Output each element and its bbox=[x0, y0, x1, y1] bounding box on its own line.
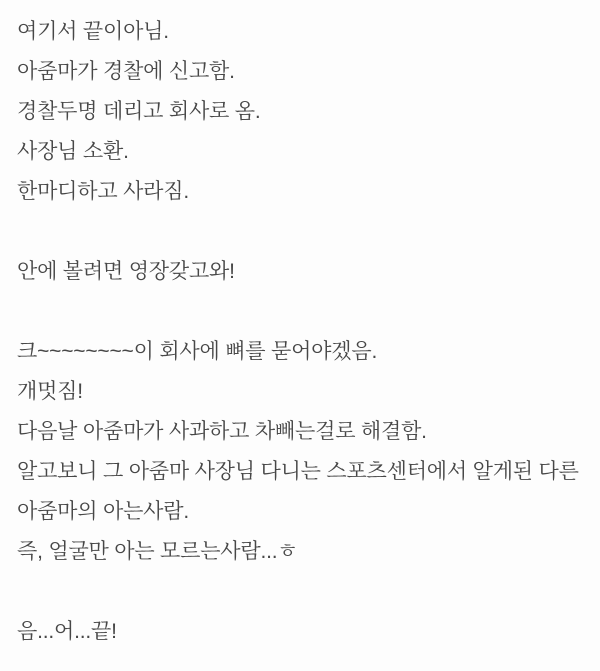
text-line: 안에 볼려면 영장갖고와! bbox=[17, 260, 235, 283]
paragraph-intro bbox=[17, 12, 584, 212]
text-line: 개멋짐! bbox=[17, 380, 83, 403]
text-line: 사장님 소환. bbox=[17, 140, 129, 163]
text-line: 한마디하고 사라짐. bbox=[17, 180, 189, 203]
paragraph-quote bbox=[17, 252, 584, 292]
text-line: 아줌마의 아는사람. bbox=[17, 500, 189, 523]
text-line: 알고보니 그 아줌마 사장님 다니는 스포츠센터에서 알게된 다른 bbox=[17, 460, 579, 483]
paragraph-resolution bbox=[17, 332, 584, 572]
paragraph-ending bbox=[17, 612, 584, 652]
text-line: 다음날 아줌마가 사과하고 차빼는걸로 해결함. bbox=[17, 420, 427, 443]
text-line: 아줌마가 경찰에 신고함. bbox=[17, 60, 235, 83]
text-line: 여기서 끝이아님. bbox=[17, 20, 169, 43]
text-line: 음...어...끝! bbox=[17, 620, 117, 643]
text-line: 경찰두명 데리고 회사로 옴. bbox=[17, 100, 261, 123]
text-line: 크~~~~~~~~이 회사에 뼈를 묻어야겠음. bbox=[17, 340, 378, 363]
text-line: 즉, 얼굴만 아는 모르는사람...ㅎ bbox=[17, 540, 298, 563]
